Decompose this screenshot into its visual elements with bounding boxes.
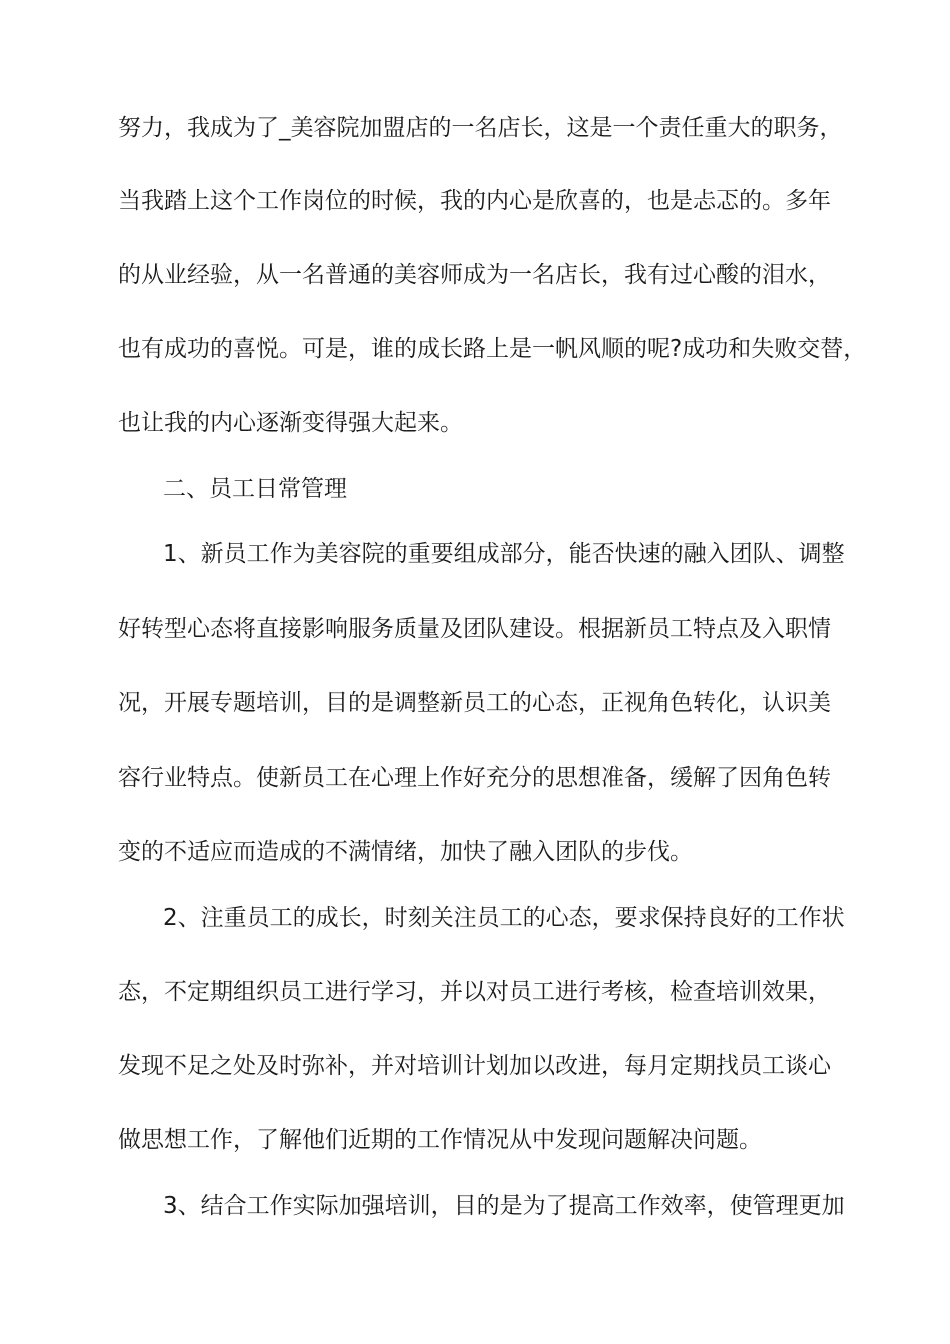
text-line: 况，开展专题培训，目的是调整新员工的心态，正视角色转化，认识美 [118, 690, 831, 716]
paragraph-start: 3、结合工作实际加强培训，目的是为了提高工作效率，使管理更加 [163, 1193, 845, 1219]
text-line: 做思想工作，了解他们近期的工作情况从中发现问题解决问题。 [118, 1127, 762, 1153]
text-line: 也让我的内心逐渐变得强大起来。 [118, 410, 463, 436]
paragraph-start: 1、新员工作为美容院的重要组成部分，能否快速的融入团队、调整 [163, 541, 845, 567]
text-line: 好转型心态将直接影响服务质量及团队建设。根据新员工特点及入职情 [118, 616, 831, 642]
text-line: 当我踏上这个工作岗位的时候，我的内心是欣喜的，也是忐忑的。多年 [118, 188, 831, 214]
text-line: 变的不适应而造成的不满情绪，加快了融入团队的步伐。 [118, 839, 693, 865]
text-line: 态，不定期组织员工进行学习，并以对员工进行考核，检查培训效果， [118, 979, 831, 1005]
text-line: 努力，我成为了_美容院加盟店的一名店长，这是一个责任重大的职务， [118, 115, 843, 141]
text-line: 发现不足之处及时弥补，并对培训计划加以改进，每月定期找员工谈心 [118, 1053, 831, 1079]
paragraph-start: 2、注重员工的成长，时刻关注员工的心态，要求保持良好的工作状 [163, 905, 845, 931]
text-line: 容行业特点。使新员工在心理上作好充分的思想准备，缓解了因角色转 [118, 765, 831, 791]
text-line: 也有成功的喜悦。可是，谁的成长路上是一帆风顺的呢?成功和失败交替， [118, 336, 867, 362]
text-line: 的从业经验，从一名普通的美容师成为一名店长，我有过心酸的泪水， [118, 262, 831, 288]
section-heading: 二、员工日常管理 [163, 476, 347, 502]
